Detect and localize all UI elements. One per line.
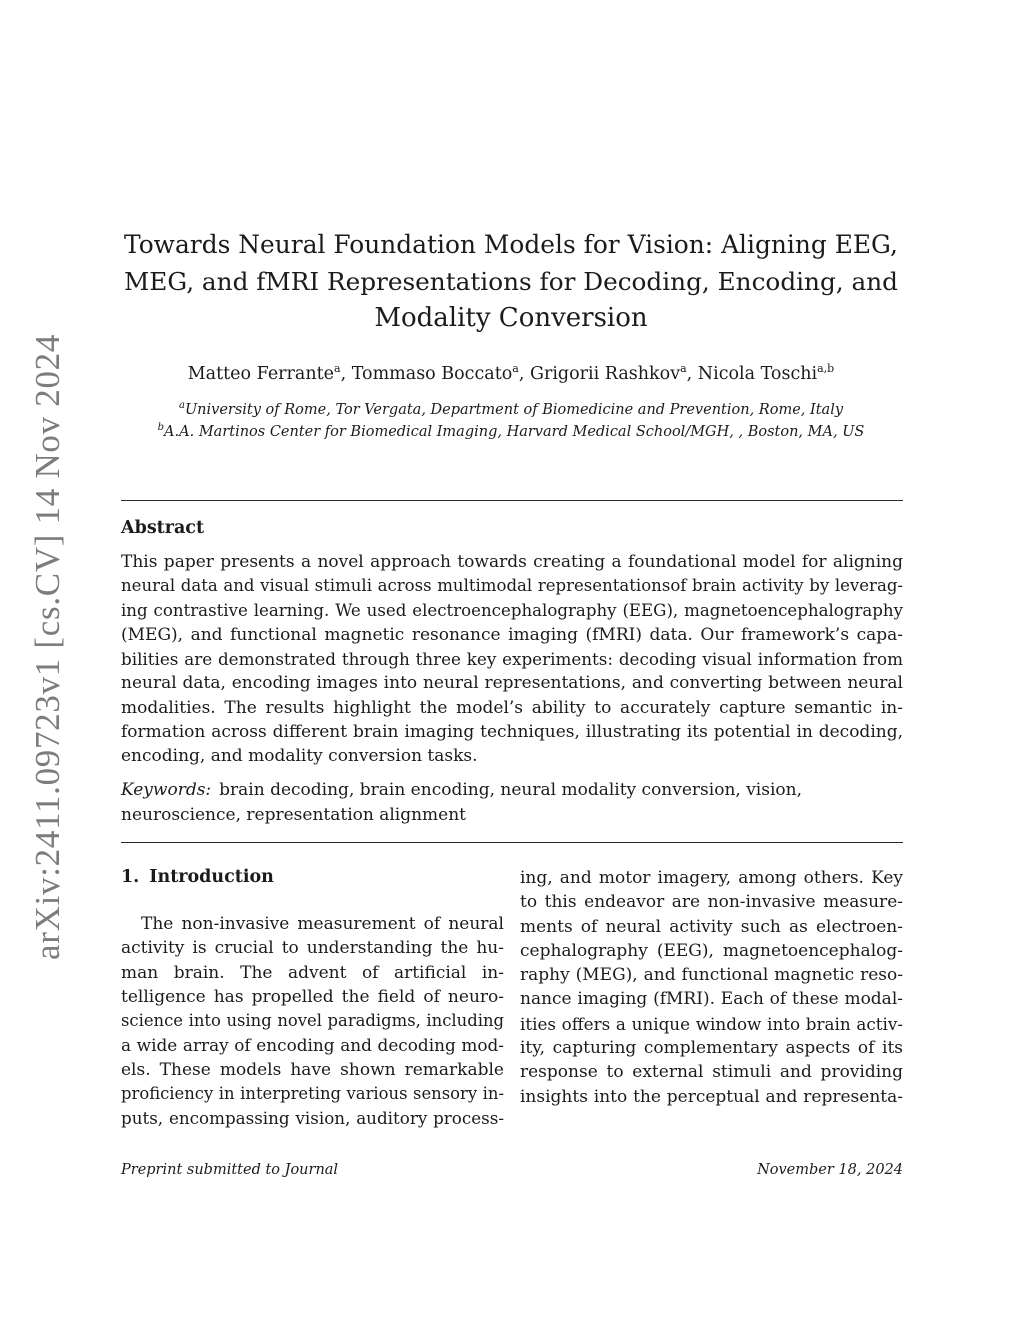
body-line: a wide array of encoding and decoding mod- <box>121 1035 504 1056</box>
body-line: cephalography (EEG), magnetoencephalog- <box>520 940 903 961</box>
abstract-line: formation across different brain imaging techniques, illustrating its potential in decoding, <box>121 722 903 743</box>
body-line: ing, and motor imagery, among others. Key <box>520 868 903 888</box>
affiliation-mark: b <box>157 422 165 434</box>
body-line: ity, capturing complementary aspects of its <box>520 1038 903 1059</box>
abstract-heading: Abstract <box>121 518 205 538</box>
body-line: nance imaging (fMRI). Each of these modal- <box>520 989 903 1010</box>
body-line: activity is crucial to understanding the hu- <box>121 938 504 959</box>
author-affiliation-mark: a <box>680 362 687 376</box>
affiliation-mark: a <box>178 400 185 412</box>
affiliation-text: A.A. Martinos Center for Biomedical Imaging, Harvard Medical School/MGH, , Boston, MA, US <box>164 424 865 440</box>
abstract-top-rule <box>121 500 903 501</box>
keywords-label: Keywords: <box>121 780 212 800</box>
body-line: The non-invasive measurement of neural <box>141 914 504 934</box>
abstract-line: neural data, encoding images into neural representations, and converting between neural <box>121 673 903 694</box>
body-line: man brain. The advent of artificial in- <box>121 962 504 983</box>
body-line: proficiency in interpreting various sensory in- <box>121 1084 504 1104</box>
author-name: Tommaso Boccato <box>351 364 513 384</box>
author-name: Matteo Ferrante <box>187 364 335 384</box>
footer-date: November 18, 2024 <box>757 1162 903 1178</box>
abstract-line: This paper presents a novel approach towards creating a foundational model for aligning <box>121 552 903 572</box>
body-line: telligence has propelled the field of neuro- <box>121 986 504 1007</box>
abstract-line: neural data and visual stimuli across multimodal representationsof brain activity by leverag- <box>121 576 903 596</box>
author-list <box>120 361 902 387</box>
title-line: Towards Neural Foundation Models for Vision: Aligning EEG, <box>124 230 898 259</box>
author-affiliation-mark: a,b <box>817 362 835 376</box>
body-line: science into using novel paradigms, including <box>121 1011 504 1031</box>
abstract-body <box>121 550 903 769</box>
abstract-line: (MEG), and functional magnetic resonance imaging (fMRI) data. Our framework’s capa- <box>121 624 903 645</box>
abstract-line: modalities. The results highlight the model’s ability to accurately capture semantic in- <box>121 697 903 718</box>
affiliations <box>120 399 902 443</box>
body-line: insights into the perceptual and representa- <box>520 1086 903 1107</box>
body-line: ments of neural activity such as electroen- <box>520 916 903 937</box>
keywords-block <box>121 778 903 828</box>
body-line: to this endeavor are non-invasive measure- <box>520 892 903 913</box>
arxiv-identifier-stamp: arXiv:2411.09723v1 [cs.CV] 14 Nov 2024 <box>28 333 67 960</box>
author-separator: , <box>686 364 698 384</box>
introduction-left-column <box>121 912 504 1131</box>
abstract-bottom-rule <box>121 842 903 843</box>
body-line: puts, encompassing vision, auditory process- <box>121 1108 504 1129</box>
keywords-text: brain decoding, brain encoding, neural modality conversion, vision, <box>219 780 802 800</box>
body-line: raphy (MEG), and functional magnetic reso- <box>520 965 903 986</box>
title-line: Modality Conversion <box>374 303 648 333</box>
author-name: Nicola Toschi <box>697 364 818 384</box>
author-affiliation-mark: a <box>334 362 341 376</box>
affiliation <box>120 421 902 443</box>
affiliation-text: University of Rome, Tor Vergata, Department of Biomedicine and Prevention, Rome, Italy <box>184 402 844 418</box>
author-name: Grigorii Rashkov <box>529 364 681 384</box>
body-line: response to external stimuli and providing <box>520 1062 903 1083</box>
section-number: 1. <box>121 867 140 887</box>
abstract-line: ing contrastive learning. We used electroencephalography (EEG), magnetoencephalography <box>121 600 903 620</box>
introduction-right-column <box>520 866 903 1109</box>
author-separator: , <box>340 364 352 384</box>
author-separator: , <box>518 364 530 384</box>
keywords-line: neuroscience, representation alignment <box>121 805 467 825</box>
paper-title <box>120 226 902 337</box>
author-affiliation-mark: a <box>512 362 519 376</box>
title-line: MEG, and fMRI Representations for Decoding, Encoding, and <box>124 267 898 296</box>
abstract-line: bilities are demonstrated through three key experiments: decoding visual information from <box>121 649 903 670</box>
section-title: Introduction <box>149 867 274 887</box>
body-line: ities offers a unique window into brain activ- <box>520 1013 903 1034</box>
keywords-line <box>121 778 903 803</box>
body-line: els. These models have shown remarkable <box>121 1059 504 1080</box>
section-heading-introduction <box>121 864 274 890</box>
footer-preprint-note: Preprint submitted to Journal <box>121 1162 339 1178</box>
affiliation <box>120 399 902 421</box>
abstract-line: encoding, and modality conversion tasks. <box>121 746 478 767</box>
